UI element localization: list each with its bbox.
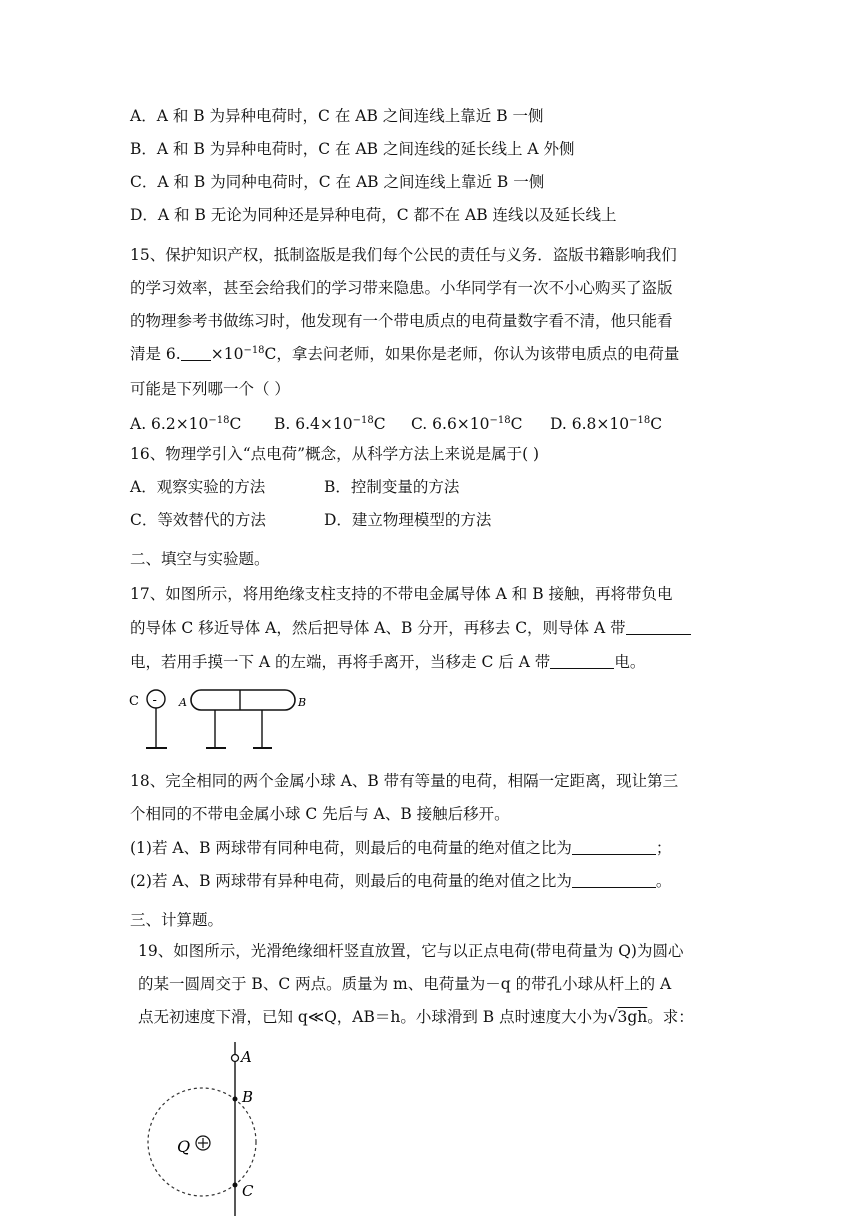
q17-line-1: 17、如图所示，将用绝缘支柱支持的不带电金属导体 A 和 B 接触，再将带负电 — [130, 585, 673, 603]
q15-line-4-pre: 清是 6. — [130, 345, 181, 363]
q15-line-1: 15、保护知识产权，抵制盗版是我们每个公民的责任与义务．盗版书籍影响我们 — [130, 246, 677, 264]
q17-fig-label-a: A — [179, 696, 187, 709]
q19-point-b — [233, 1097, 238, 1102]
q17-line-2-text: 的导体 C 移近导体 A，然后把导体 A、B 分开，再移去 C，则导体 A 带 — [130, 619, 626, 637]
q18-line-2: 个相同的不带电金属小球 C 先后与 A、B 接触后移开。 — [130, 805, 510, 823]
q19-figure — [140, 1040, 280, 1216]
q15-line-5: 可能是下列哪一个（ ） — [130, 380, 290, 398]
q19-line-3-pre: 点无初速度下滑，已知 q≪Q，AB＝h。小球滑到 B 点时速度大小为 — [138, 1008, 608, 1026]
q15-line-2: 的学习效率，甚至会给我们的学习带来隐患。小华同学有一次不小心购买了盗版 — [130, 279, 673, 297]
q15-option-b: B. $6.4\times 10^{-18}C$ — [274, 415, 386, 433]
q16-option-b: B．控制变量的方法 — [324, 478, 460, 496]
q17-blank-2 — [550, 654, 614, 669]
q19-label-q: Q — [177, 1137, 191, 1156]
q19-point-c — [233, 1183, 238, 1188]
q15-line-4-post: C，拿去问老师，如果你是老师，你认为该带电质点的电荷量 — [264, 345, 680, 363]
q17-line-3-post: 电。 — [614, 653, 646, 671]
q19-sqrt-value: 3gh — [617, 1008, 648, 1026]
q14-option-b: B．A 和 B 为异种电荷时，C 在 AB 之间连线的延长线上 A 外侧 — [130, 140, 575, 158]
q17-figure — [125, 686, 315, 758]
q19-point-a — [232, 1055, 239, 1062]
q19-sqrt-sign: √ — [607, 1008, 618, 1026]
q18-line-1: 18、完全相同的两个金属小球 A、B 带有等量的电荷，相隔一定距离，现让第三 — [130, 772, 679, 790]
q18-blank-1 — [572, 840, 656, 855]
q15-options — [130, 414, 662, 434]
q18-part-2-end: 。 — [655, 872, 672, 890]
q16-option-d: D．建立物理模型的方法 — [324, 511, 492, 529]
q19-label-c: C — [242, 1182, 254, 1200]
q17-blank-1 — [626, 620, 691, 635]
q19-line-3 — [138, 1007, 694, 1027]
q18-part-2: (2)若 A、B 两球带有异种电荷，则最后的电荷量的绝对值之比为 — [130, 872, 572, 890]
q19-label-b: B — [242, 1088, 254, 1106]
q19-label-a: A — [241, 1048, 252, 1066]
q14-option-c: C．A 和 B 为同种电荷时，C 在 AB 之间连线上靠近 B 一侧 — [130, 173, 545, 191]
q19-line-3-post: 。求： — [647, 1008, 694, 1026]
q18-line-4 — [130, 871, 671, 891]
q17-line-3 — [130, 652, 645, 672]
section-3-heading: 三、计算题。 — [130, 911, 224, 929]
q19-line-1: 19、如图所示，光滑绝缘细杆竖直放置，它与以正点电荷(带电荷量为 Q)为圆心 — [138, 942, 684, 960]
section-2-heading: 二、填空与实验题。 — [130, 550, 270, 568]
q17-fig-minus: - — [152, 693, 157, 708]
q17-fig-label-b: B — [298, 696, 307, 709]
q16-options-ab — [130, 477, 459, 497]
q15-line-3: 的物理参考书做练习时，他发现有一个带电质点的电荷量数字看不清，他只能看 — [130, 312, 673, 330]
q15-option-a: A. $6.2\times 10^{-18}C$ — [130, 415, 242, 433]
q15-option-d: D. $6.8\times 10^{-18}C$ — [550, 415, 663, 433]
q15-line-4 — [130, 344, 679, 364]
q18-part-1: (1)若 A、B 两球带有同种电荷，则最后的电荷量的绝对值之比为 — [130, 839, 572, 857]
q18-part-1-end: ； — [655, 839, 672, 857]
q14-option-a: A．A 和 B 为异种电荷时，C 在 AB 之间连线上靠近 B 一侧 — [130, 107, 544, 125]
q17-line-2 — [130, 618, 691, 638]
q18-line-3 — [130, 838, 671, 858]
q19-line-2: 的某一圆周交于 B、C 两点。质量为 m、电荷量为－q 的带孔小球从杆上的 A — [138, 975, 672, 993]
q17-fig-label-c: C — [129, 694, 139, 709]
q16-options-cd — [130, 510, 491, 530]
q14-option-d: D．A 和 B 无论为同种还是异种电荷，C 都不在 AB 连线以及延长线上 — [130, 206, 617, 224]
q15-line-4-mid: ×10 — [210, 345, 244, 363]
q17-conductor-ab — [191, 690, 295, 710]
q19-dashed-circle — [148, 1088, 256, 1196]
q16-option-a: A．观察实验的方法 — [130, 478, 266, 496]
q15-exponent: −18 — [243, 345, 265, 356]
q18-blank-2 — [572, 873, 656, 888]
q15-blank — [181, 346, 211, 361]
q17-line-3-pre: 电，若用手摸一下 A 的左端，再将手离开，当移走 C 后 A 带 — [130, 653, 551, 671]
q16-stem: 16、物理学引入“点电荷”概念，从科学方法上来说是属于( ) — [130, 445, 540, 463]
q16-option-c: C．等效替代的方法 — [130, 511, 266, 529]
q15-option-c: C. $6.6\times 10^{-18}C$ — [411, 415, 523, 433]
